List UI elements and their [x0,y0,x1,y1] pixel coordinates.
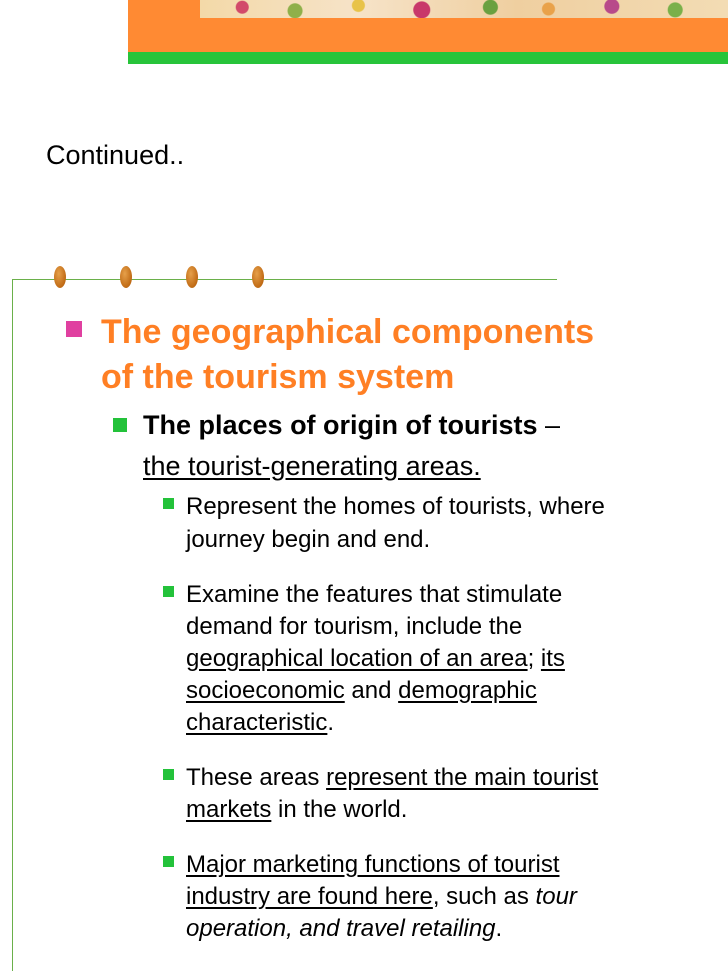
point-2-line-3 [186,645,565,673]
frame-line-left [12,279,13,971]
point-4-italic: operation, and travel retailing [186,915,496,942]
point-4-italic: tour [535,883,577,910]
bead-ornament [186,266,198,288]
header-banner-green [128,52,728,64]
point-3-text: in the world. [271,796,408,823]
point-2-line-4 [186,677,537,705]
bullet-square-icon [66,321,82,337]
point-2-underlined: demographic [398,677,537,704]
bullet-square-icon [163,856,174,867]
point-4-line-1 [186,851,560,879]
point-2-line-2: demand for tourism, include the [186,613,523,640]
point-2-underlined: characteristic [186,709,328,736]
bullet-square-icon [163,769,174,780]
point-2-connector: and [344,677,399,704]
header-flower-image [200,0,728,18]
point-4-period: . [495,915,503,942]
subheading-dash: – [537,410,561,440]
point-3-text: These areas [186,764,327,791]
point-2-period: . [327,709,335,736]
point-3-line-1 [186,764,598,792]
bullet-square-icon [113,418,127,432]
point-4-line-2 [186,883,577,911]
slide-title: Continued.. [46,140,185,170]
subheading-underlined: the tourist-generating areas. [143,451,481,481]
point-2-separator: ; [527,645,541,672]
point-4-text: , such as [432,883,536,910]
point-2-line-5 [186,709,334,737]
point-2-underlined: geographical location of an area [186,645,528,672]
subheading-bold: The places of origin of tourists [143,410,538,440]
frame-line-top [12,279,557,280]
point-3-underlined: markets [186,796,272,823]
point-4-line-3 [186,915,502,943]
point-3-line-2 [186,796,407,824]
point-2-underlined: socioeconomic [186,677,345,704]
heading-line-2: of the tourism system [101,358,455,396]
point-1-line-2: journey begin and end. [186,526,431,553]
point-1-line-1: Represent the homes of tourists, where [186,493,605,520]
bead-ornament [120,266,132,288]
point-2-underlined: its [540,645,565,672]
bullet-square-icon [163,586,174,597]
point-3-underlined: represent the main tourist [326,764,599,791]
heading-line-1: The geographical components [101,313,595,351]
subheading-line-2 [143,451,481,482]
subheading-line-1 [143,410,560,441]
point-4-underlined: Major marketing functions of tourist [186,851,560,878]
bead-ornament [54,266,66,288]
bullet-square-icon [163,498,174,509]
bead-ornament [252,266,264,288]
point-2-line-1: Examine the features that stimulate [186,581,563,608]
point-4-underlined: industry are found here [186,883,433,910]
